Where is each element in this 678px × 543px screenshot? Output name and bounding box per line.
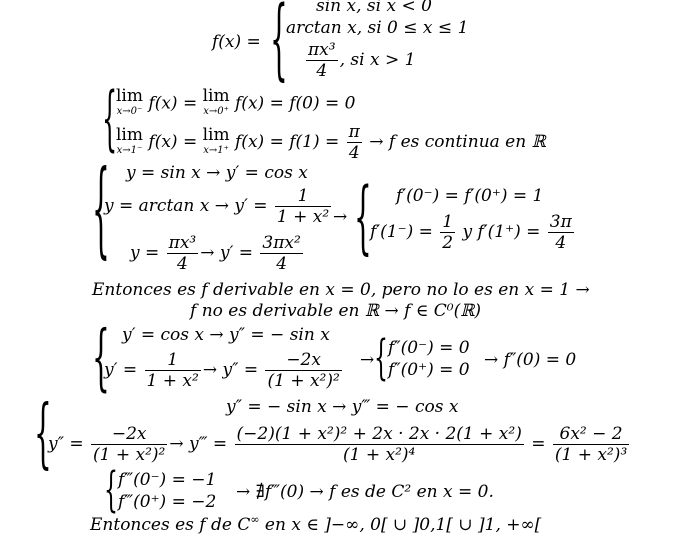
brace-limits: { <box>102 78 118 160</box>
piecewise-case-3: $\frac{\text{πx³}}{4}$ , si x > 1 <box>308 40 416 81</box>
brace-piecewise: { <box>270 0 288 91</box>
brace-third-results: { <box>104 462 118 518</box>
conclusion-1-line-1: Entonces es f derivable en x = 0, pero no lo es en x = 1 → <box>92 280 590 300</box>
limit-at-0: lim x→0⁻ f(x) = lim x→0⁺ f(x) = f(0) = 0 <box>116 86 356 117</box>
brace-first-derivatives: { <box>92 150 110 270</box>
first-deriv-sin: y = sin x → y′ = cos x <box>126 163 308 183</box>
third-result-0-minus: f‴(0⁻) = −1 <box>118 470 217 490</box>
piecewise-lhs: f(x) = <box>212 32 261 52</box>
brace-second-results: { <box>374 330 388 386</box>
third-result-tail: → ∄f‴(0) → f es de C² en x = 0. <box>236 482 494 502</box>
first-result-at-0: f′(0⁻) = f′(0⁺) = 1 <box>396 186 544 206</box>
conclusion-2: Entonces es f de C∞ en x ∈ ]−∞, 0[ ∪ ]0,1[ ∪ ]1, +∞[ <box>90 513 542 535</box>
brace-third-derivatives: { <box>34 390 52 478</box>
conclusion-1-line-2: f no es derivable en ℝ → f ∈ C⁰(ℝ) <box>190 301 481 321</box>
second-deriv-rational: y′ = $\frac{1}{\text{1 + x²}}$ → y″ = $\frac{-2x}{\text{(1 + x²)²}}$ <box>104 350 340 391</box>
brace-first-results: { <box>354 172 372 264</box>
second-deriv-cos: y′ = cos x → y″ = − sin x <box>122 325 330 345</box>
second-result-0-minus: f″(0⁻) = 0 <box>388 338 470 358</box>
piecewise-case-2: arctan x, si 0 ≤ x ≤ 1 <box>286 18 469 38</box>
second-deriv-arrow: → <box>360 350 375 370</box>
second-result-0-plus: f″(0⁺) = 0 <box>388 360 470 380</box>
limit-at-1: lim x→1⁻ f(x) = lim x→1⁺ f(x) = f(1) = $\frac{\pi}{4}$ → f es continua en ℝ <box>116 122 546 163</box>
first-deriv-poly: y = $\frac{\text{πx³}}{4}$ → y′ = $\frac{\text{3πx²}}{4}$ <box>130 233 301 274</box>
brace-second-derivatives: { <box>92 316 110 400</box>
third-result-0-plus: f‴(0⁺) = −2 <box>118 492 217 512</box>
third-deriv-rational: y″ = $\frac{-2x}{\text{(1 + x²)²}}$ → y‴ = $\frac{\text{(−2)(1 + x²)² + 2x · 2x · 2(1 + x²)}}{\text{(1 + x²)⁴}}$ = $\frac{\text{6x² − 2}}{\text{(1 + x²)³}}$ <box>48 424 628 465</box>
piecewise-case-1: sin x, si x < 0 <box>316 0 432 16</box>
first-result-at-1: f′(1⁻) = $\frac{1}{2}$ y f′(1⁺) = $\frac{3\pi}{4}$ <box>370 212 572 253</box>
first-deriv-arrow: → <box>333 207 348 227</box>
third-deriv-cos: y″ = − sin x → y‴ = − cos x <box>226 397 459 417</box>
first-deriv-arctan: y = arctan x → y′ = $\frac{1}{\text{1 + x²}}$ <box>104 186 330 227</box>
second-result-tail: → f″(0) = 0 <box>484 350 577 370</box>
